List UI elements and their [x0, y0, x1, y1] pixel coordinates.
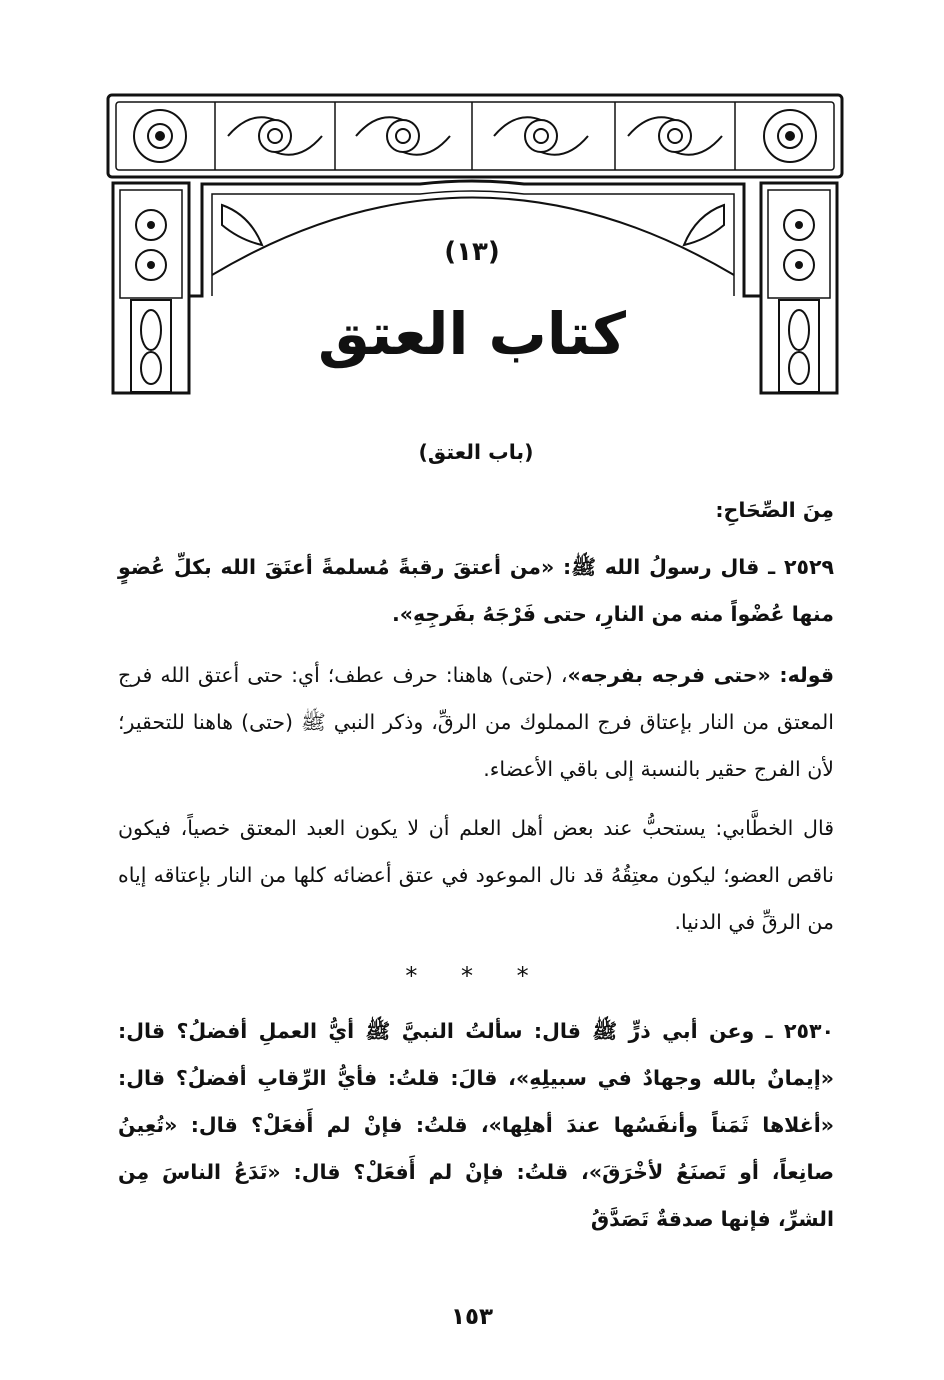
section-heading: (باب العتق) — [418, 440, 534, 464]
hadith-text: ٢٥٢٩ ـ قال رسولُ الله ﷺ: «من أعتقَ رقبةً مُسلمةً أعتَقَ الله بكلِّ عُضوٍ منها عُضْواً منه من النارِ، حتى فَرْجَهُ بفَرجِهِ». — [118, 555, 834, 626]
section-divider: * * * — [405, 962, 547, 990]
commentary-paragraph — [118, 805, 834, 946]
commentary-paragraph — [118, 652, 834, 793]
source-label: مِنَ الصِّحَاحِ: — [715, 498, 834, 522]
commentary-quoted-phrase: قوله: «حتى فرجه بفرجه» — [567, 663, 834, 687]
page-number: ١٥٣ — [450, 1304, 494, 1330]
chapter-title: كتاب العتق — [317, 300, 626, 368]
chapter-number: (١٣) — [444, 237, 500, 267]
page-body — [118, 432, 834, 1257]
commentary-text: ، (حتى) هاهنا: حرف عطف؛ أي: حتى أعتق الله فرج المعتق من النار بإعتاق فرج المملوك من الرقِّ، وذكر النبي ﷺ (حتى) هاهنا للتحقير؛ لأن الفرج حقير بالنسبة إلى باقي الأعضاء. — [118, 663, 834, 781]
hadith-text: ٢٥٣٠ ـ وعن أبي ذرٍّ ﷺ قال: سألتُ النبيَّ ﷺ أيُّ العملِ أفضلُ؟ قال: «إيمانٌ بالله وجهادٌ في سبيلِهِ»، قالَ: قلتُ: فأيُّ الرِّقابِ أفضلُ؟ قال: «أغلاها ثَمَناً وأنفَسُها عندَ أهلِها»، قلتُ: فإنْ لم أَفعَلْ؟ قال: «تُعِينُ صانِعاً، أو تَصنَعُ لأخْرَقَ»، قلتُ: فإنْ لم أَفعَلْ؟ قال: «تَدَعُ الناسَ مِن الشرِّ، فإنها صدقةٌ تَصَدَّقُ — [118, 1019, 834, 1231]
commentary-text: قال الخطَّابي: يستحبُّ عند بعض أهل العلم أن لا يكون العبد المعتق خصياً، فيكون ناقص العضو؛ ليكون معتِقُهُ قد نال الموعود في عتق أعضائه كلها من النار بإعتاقه إياه من الرقِّ في الدنيا. — [118, 816, 834, 934]
